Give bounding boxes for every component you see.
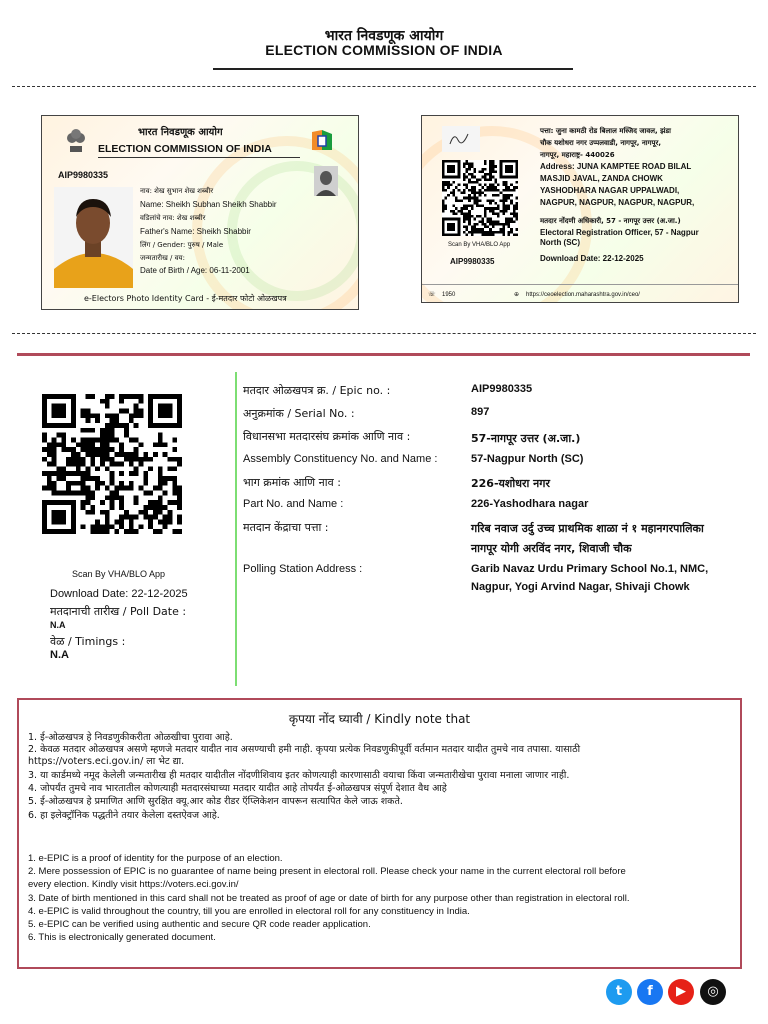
poll-date-value: N.A (50, 620, 66, 630)
polling-address-line-1: Garib Navaz Urdu Primary School No.1, NMC, (471, 563, 709, 575)
signature (442, 126, 480, 152)
card-scan-label: Scan By VHA/BLO App (448, 242, 511, 248)
ero-line-2: North (SC) (540, 238, 580, 247)
instagram-icon[interactable]: ◎ (700, 979, 726, 1005)
address-line-2: MASJID JAVAL, ZANDA CHOWK (540, 174, 663, 183)
note-en-1: 1. e-EPIC is a proof of identity for the purpose of an election. (28, 853, 283, 864)
download-date: Download Date: 22-12-2025 (50, 588, 188, 600)
facebook-icon[interactable]: f (637, 979, 663, 1005)
emblem-icon (66, 126, 86, 154)
part-hindi-label: भाग क्रमांक आणि नाव : (243, 476, 341, 489)
voter-photo-thumbnail (314, 166, 338, 196)
dob-hindi: जन्मतारीख / वय: (140, 254, 185, 262)
timings-value: N.A (50, 649, 69, 661)
address-line-1: Address: JUNA KAMPTEE ROAD BILAL (540, 162, 692, 171)
father-name: Father's Name: Sheikh Shabbir (140, 227, 251, 236)
card-epic-number: AIP9980335 (58, 170, 109, 180)
phone-icon: ☏ (428, 292, 436, 298)
voter-name: Name: Sheikh Subhan Sheikh Shabbir (140, 200, 277, 209)
polling-address-hindi-line-1: गरिब नवाज उर्दु उच्च प्राथमिक शाळा नं १ महानगरपालिका (471, 522, 704, 535)
website-link[interactable]: https://ceoelection.maharashtra.gov.in/ceo/ (526, 292, 640, 298)
polling-address-label: Polling Station Address : (243, 563, 363, 575)
polling-address-hindi-line-2: नागपूर योगी अरविंद नगर, शिवाजी चौक (471, 542, 632, 555)
youtube-icon[interactable]: ▶ (668, 979, 694, 1005)
page-title: ELECTION COMMISSION OF INDIA (265, 42, 503, 58)
card-qr-code (442, 160, 518, 236)
timings-label: वेळ / Timings : (50, 635, 126, 648)
note-hi-5: 4. जोपर्यंत तुमचे नाव भारतातील कोणत्याही मतदारसंघाच्या मतदार यादीत आहे तोपर्यंत ई-ओळखपत्र संपूर्ण देशात वैध आहे (28, 783, 447, 794)
card-org-hindi: भारत निवडणूक आयोग (138, 127, 223, 138)
note-en-6: 5. e-EPIC can be verified using authentic and secure QR code reader application. (28, 919, 371, 930)
voter-photo (54, 187, 133, 288)
note-hi-1: 1. ई-ओळखपत्र हे निवडणुकीकरीता ओळखीचा पुरावा आहे. (28, 732, 233, 743)
epic-card-front (41, 115, 359, 310)
page-title-hindi: भारत निवडणूक आयोग (324, 28, 444, 44)
date-of-birth: Date of Birth / Age: 06-11-2001 (140, 266, 250, 275)
gender: लिंग / Gender: पुरुष / Male (140, 241, 224, 249)
poll-date-label: मतदानाची तारीख / Poll Date : (50, 605, 187, 618)
serial-value: 897 (471, 406, 490, 418)
note-en-2: 2. Mere possession of EPIC is no guarantee of name being present in electoral roll. Please check your name in the current electoral roll before (28, 866, 626, 877)
ero-hindi: मतदार नोंदणी अधिकारी, 57 - नागपूर उत्तर (अ.जा.) (540, 217, 681, 225)
note-en-3: every election. Kindly visit https://voters.eci.gov.in/ (28, 879, 239, 890)
constituency-value: 57-Nagpur North (SC) (471, 453, 584, 465)
vertical-divider (235, 372, 237, 686)
address-hindi-line-1: पत्ता: जुना कामठी रोड बिलाल मस्जिद जावल, झंडा (540, 127, 671, 135)
polling-address-hindi-label: मतदान केंद्राचा पत्ता : (243, 521, 329, 534)
note-en-7: 6. This is electronically generated document. (28, 932, 216, 943)
note-en-4: 3. Date of birth mentioned in this card shall not be treated as proof of age or date of birth for any purpose other than registration in electoral roll. (28, 893, 630, 904)
globe-icon: ⊕ (514, 292, 520, 298)
address-hindi-line-3: नागपूर, महाराष्ट्र- 440026 (540, 151, 615, 159)
notes-box (17, 698, 742, 969)
notes-title: कृपया नोंद घ्यावी / Kindly note that (288, 712, 471, 726)
card-download-date: Download Date: 22-12-2025 (540, 254, 644, 263)
eci-logo-icon (308, 128, 336, 154)
card-back-epic-number: AIP9980335 (450, 257, 495, 266)
address-hindi-line-2: चौक यशोधरा नगर उप्पलवाडी, नागपूर, नागपूर, (540, 139, 662, 147)
constituency-label: Assembly Constituency No. and Name : (243, 453, 438, 465)
card-footer-title: e-Electors Photo Identity Card - ई-मतदार फोटो ओळखपत्र (84, 294, 287, 303)
note-en-5: 4. e-EPIC is valid throughout the country, till you are enrolled in electoral roll for any constituency in India. (28, 906, 470, 917)
helpline-number: 1950 (442, 292, 456, 298)
epic-value: AIP9980335 (471, 383, 533, 395)
part-value: 226-Yashodhara nagar (471, 498, 589, 510)
note-hi-3: https://voters.eci.gov.in/ ला भेट द्या. (28, 756, 185, 767)
note-hi-4: 3. या कार्डमध्ये नमूद केलेली जन्मतारीख ही मतदार यादीतील नोंदणीशिवाय इतर कोणत्याही कारणासाठी वयाचा किंवा जन्मतारीखेचा पुरावा मनाला जाणार नाही. (28, 770, 570, 781)
cut-line-bottom (12, 333, 756, 334)
constituency-hindi-label: विधानसभा मतदारसंघ क्रमांक आणि नाव : (243, 430, 411, 443)
header-divider (213, 68, 573, 70)
address-line-3: YASHODHARA NAGAR UPPALWADI, (540, 186, 680, 195)
part-hindi-value: 226-यशोधरा नगर (471, 477, 550, 490)
scan-label: Scan By VHA/BLO App (72, 569, 166, 579)
note-hi-2: 2. केवळ मतदार ओळखपत्र असणे म्हणजे मतदार यादीत नाव असण्याची हमी नाही. कृपया प्रत्येक निवडणुकीपूर्वी वर्तमान मतदार यादीत तुमचे नाव तपासा. यासाठी (28, 744, 581, 755)
constituency-hindi-value: 57-नागपूर उत्तर (अ.जा.) (471, 432, 581, 445)
name-hindi: नाव: शेख सुभान शेख शब्बीर (140, 187, 214, 195)
qr-code (42, 394, 182, 534)
part-label: Part No. and Name : (243, 498, 344, 510)
polling-address-line-2: Nagpur, Yogi Arvind Nagar, Shivaji Chowk (471, 581, 690, 593)
address-line-4: NAGPUR, NAGPUR, NAGPUR, NAGPUR, (540, 198, 695, 207)
note-hi-7: 6. हा इलेक्ट्रॉनिक पद्धतीने तयार केलेला दस्तऐवज आहे. (28, 810, 220, 821)
cut-line-top (12, 86, 756, 87)
note-hi-6: 5. ई-ओळखपत्र हे प्रमाणित आणि सुरक्षित क्यू.आर कोड रीडर ऍप्लिकेशन वापरून सत्यापित केले जाऊ शकते. (28, 796, 403, 807)
section-divider (17, 353, 750, 356)
father-name-hindi: वडिलांचे नाव: शेख शब्बीर (140, 214, 206, 222)
epic-card-back (421, 115, 739, 303)
serial-label: अनुक्रमांक / Serial No. : (243, 407, 355, 420)
twitter-icon[interactable]: t (606, 979, 632, 1005)
ero-line-1: Electoral Registration Officer, 57 - Nagpur (540, 228, 699, 237)
card-org: ELECTION COMMISSION OF INDIA (98, 143, 272, 155)
epic-label: मतदार ओळखपत्र क्र. / Epic no. : (243, 384, 391, 397)
